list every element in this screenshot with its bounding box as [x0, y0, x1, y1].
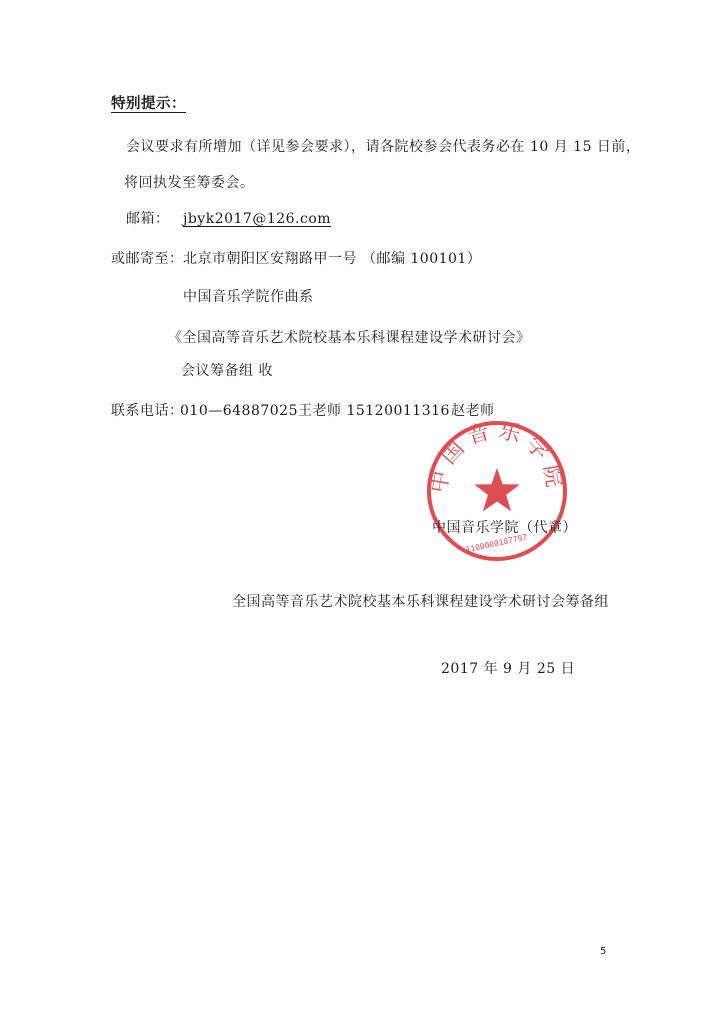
- department-name: 中国音乐学院作曲系: [183, 289, 314, 305]
- mail-address: 北京市朝阳区安翔路甲一号 （邮编 100101）: [183, 251, 482, 267]
- official-seal-icon: [424, 418, 570, 564]
- committee-recipient: 会议筹备组 收: [181, 363, 273, 379]
- organizer-signature: 全国高等音乐艺术院校基本乐科课程建设学术研讨会筹备组: [232, 594, 609, 610]
- seal-serial-number: 1100000187797: [464, 532, 529, 555]
- mail-label: 或邮寄至：: [111, 251, 184, 267]
- phone-number: 010—64887025: [180, 403, 298, 419]
- contact-wang: 王老师 15120011316: [298, 403, 450, 419]
- conference-name: 《全国高等音乐艺术院校基本乐科课程建设学术研讨会》: [168, 330, 531, 346]
- notice-line-1: 会议要求有所增加（详见参会要求），请各院校参会代表务必在 10 月 15 日前，: [126, 139, 641, 155]
- email-link[interactable]: jbyk2017@126.com: [183, 211, 332, 227]
- page-number: 5: [600, 946, 607, 957]
- document-date: 2017 年 9 月 25 日: [441, 661, 576, 677]
- notice-line-2: 将回执发至筹委会。: [124, 175, 255, 191]
- phone-label: 联系电话：: [111, 403, 184, 419]
- stamp-label: 中国音乐学院（代章）: [432, 520, 577, 536]
- seal-star: [474, 468, 520, 511]
- special-notice-heading: 特别提示：: [111, 95, 186, 112]
- contact-zhao: 赵老师: [451, 403, 495, 419]
- email-label: 邮箱：: [126, 211, 170, 227]
- seal-institution-name: 中国音乐学院: [426, 418, 568, 495]
